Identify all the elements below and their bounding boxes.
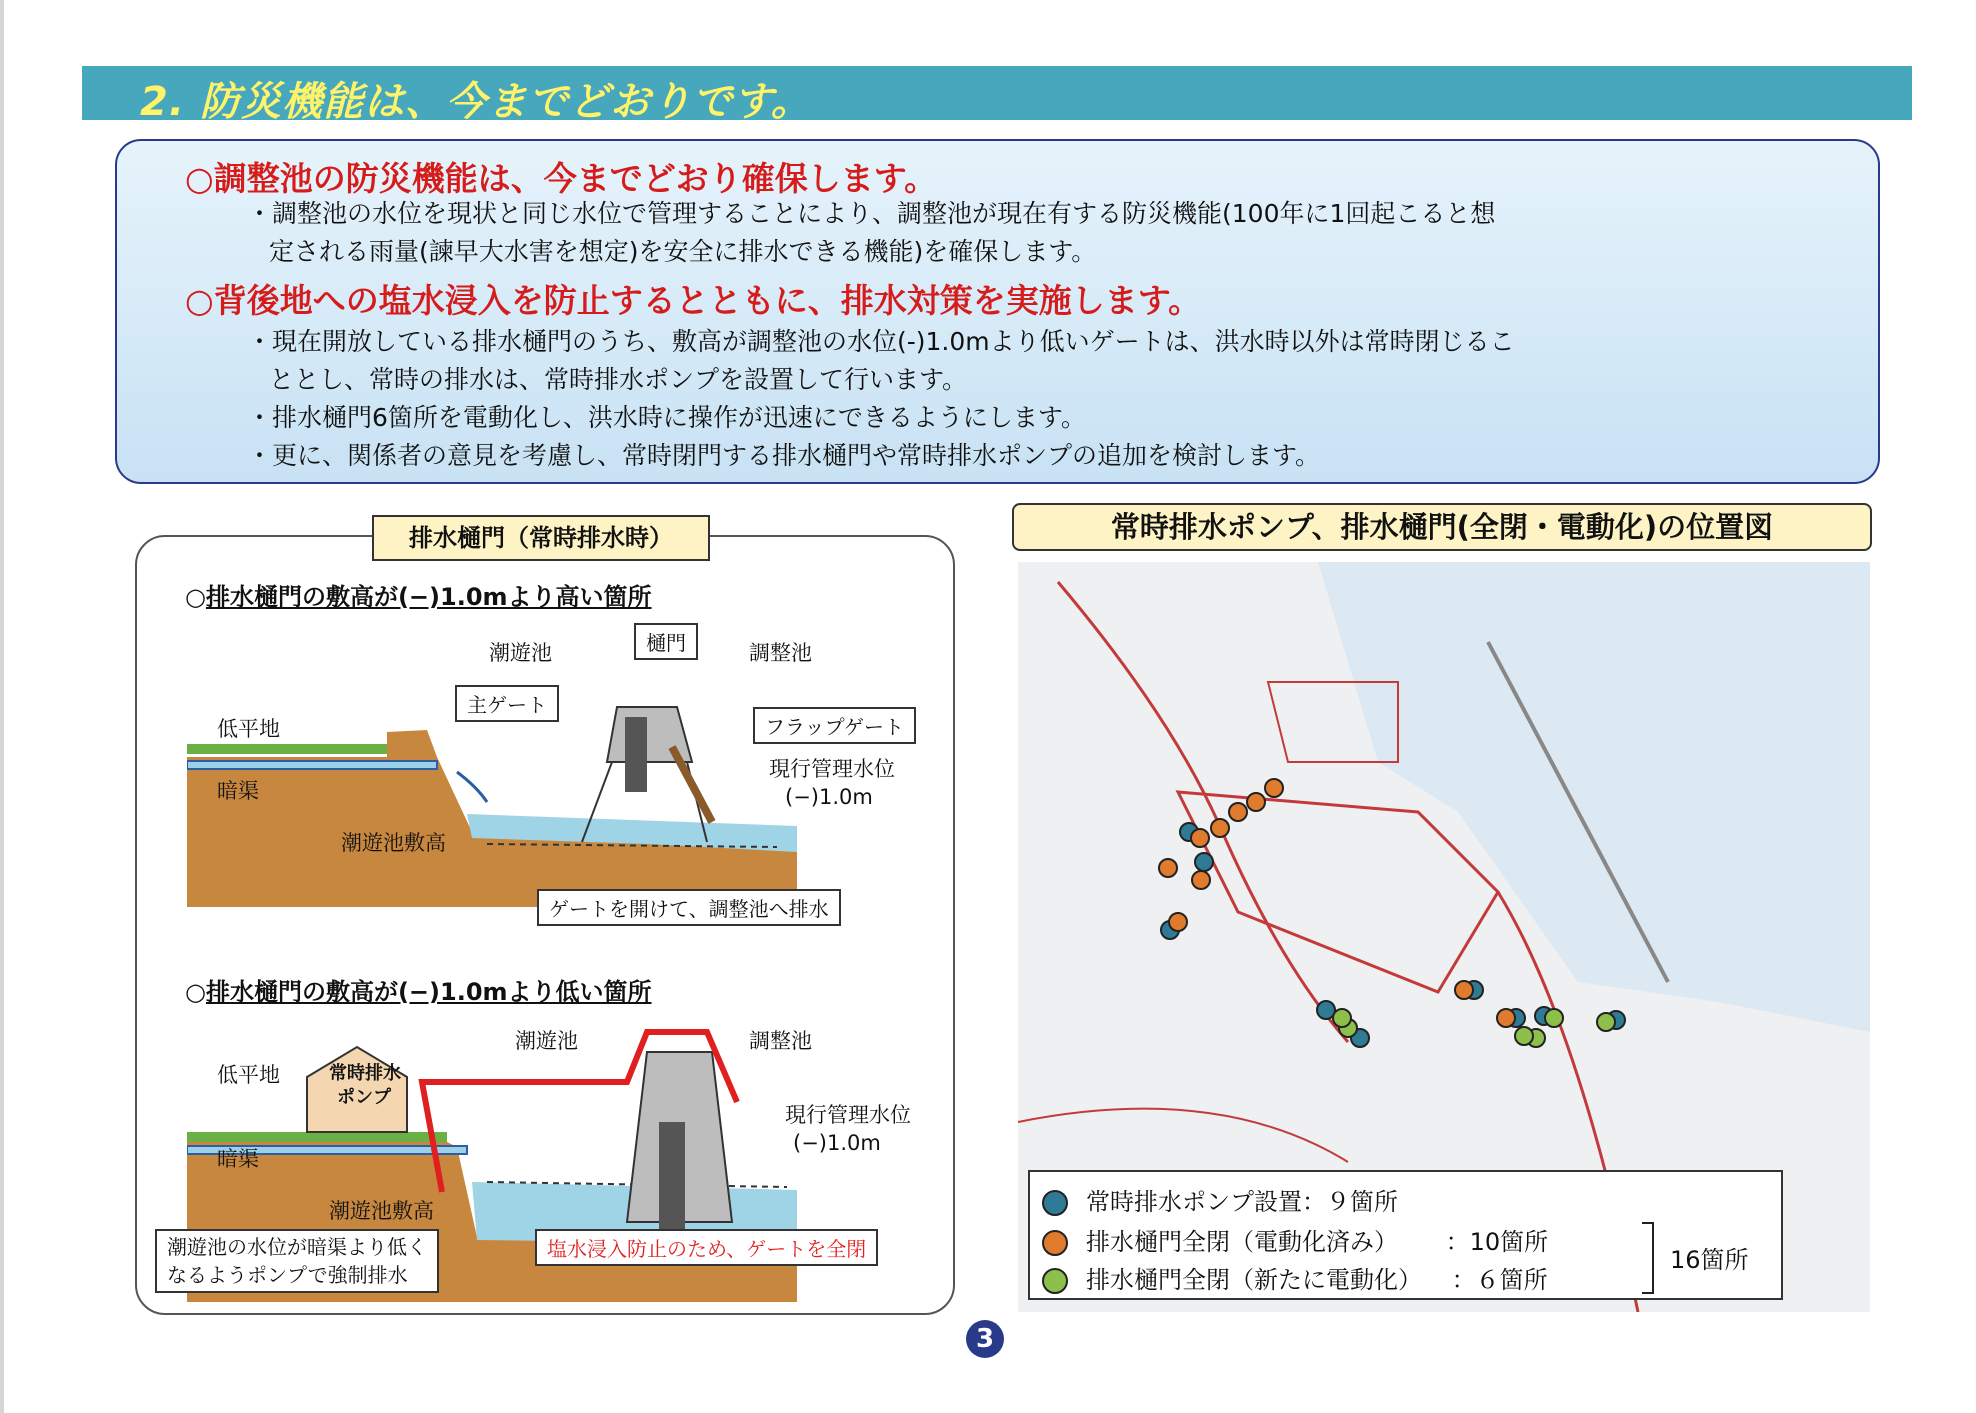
- s2-reservoir-label: 調整池: [749, 1029, 812, 1053]
- grass-strip-2: [187, 1132, 447, 1142]
- page-left-edge: [0, 0, 4, 1413]
- section2-heading: [185, 972, 652, 1007]
- gate-electrified-dot-icon: [1042, 1230, 1068, 1256]
- summary-bullet-3: ・排水樋門6箇所を電動化し、洪水時に操作が迅速にできるようにします。: [247, 403, 1086, 432]
- gate-new-marker: [1597, 1013, 1615, 1031]
- legend-total: 16箇所: [1670, 1246, 1749, 1274]
- s1-note: ゲートを開けて、調整池へ排水: [537, 889, 841, 926]
- gate-electrified-marker: [1497, 1009, 1515, 1027]
- summary-heading-1: ○調整池の防災機能は、今までどおり確保します。: [185, 159, 938, 198]
- reservoir-water: [1318, 562, 1870, 1032]
- legend-row-gate-new: [1042, 1260, 1548, 1292]
- gate-new-dot-icon: [1042, 1268, 1068, 1294]
- grass-strip: [187, 744, 387, 754]
- gate-electrified-marker: [1247, 793, 1265, 811]
- s1-pond-bottom-label: 潮遊池敷高: [341, 831, 446, 855]
- gate-electrified-marker: [1169, 913, 1187, 931]
- summary-heading-2: ○背後地への塩水浸入を防止するとともに、排水対策を実施します。: [185, 281, 1202, 320]
- road-3: [1018, 1109, 1348, 1162]
- pump-marker: [1195, 853, 1213, 871]
- discharge-arrow: [457, 772, 487, 802]
- legend-pump-label: 常時排水ポンプ設置：９箇所: [1086, 1188, 1398, 1216]
- gate-electrified-marker: [1159, 859, 1177, 877]
- section1-heading: [185, 577, 652, 612]
- s1-water-level-value: (−)1.0m: [785, 785, 873, 809]
- s2-pump-label-2: ポンプ: [337, 1087, 391, 1108]
- legend-gate-new-count: ：６箇所: [1451, 1266, 1548, 1294]
- section1-heading-prefix: ○: [185, 583, 206, 611]
- s2-water-level-value: (−)1.0m: [793, 1131, 881, 1155]
- s1-culvert-label: 暗渠: [217, 779, 259, 803]
- legend-gate-electrified-label: 排水樋門全閉（電動化済み）: [1086, 1228, 1398, 1256]
- s2-culvert-label: 暗渠: [217, 1147, 259, 1171]
- summary-bullet-2-line-2: ととし、常時の排水は、常時排水ポンプを設置して行います。: [269, 365, 968, 394]
- pump-dot-icon: [1042, 1190, 1068, 1216]
- sluice-gate-panel: [135, 524, 955, 1315]
- s1-tidal-pond-label: 潮遊池: [489, 641, 552, 665]
- s2-pond-bottom-label: 潮遊池敷高: [329, 1199, 434, 1223]
- s1-reservoir-label: 調整池: [749, 641, 812, 665]
- s1-flap-gate-label: フラップゲート: [753, 707, 916, 744]
- summary-bullet-2-line-1: ・現在開放している排水樋門のうち、敷高が調整池の水位(-)1.0mより低いゲートは、洪水時以外は常時閉じるこ: [247, 327, 1515, 356]
- legend-gate-new-label: 排水樋門全閉（新たに電動化）: [1086, 1266, 1422, 1294]
- s2-lowland-label: 低平地: [217, 1063, 280, 1087]
- s1-main-gate-label: 主ゲート: [455, 685, 559, 722]
- summary-box: [115, 139, 1880, 484]
- s2-water-level-label: 現行管理水位: [785, 1103, 911, 1127]
- gate-electrified-marker: [1191, 829, 1209, 847]
- culvert-pipe: [187, 761, 437, 769]
- gate-electrified-marker: [1265, 779, 1283, 797]
- legend-gate-electrified-count: ：10箇所: [1445, 1228, 1549, 1256]
- map-title: 常時排水ポンプ、排水樋門(全閉・電動化)の位置図: [1012, 503, 1872, 551]
- gate-new-marker: [1515, 1027, 1533, 1045]
- legend-row-pump: [1042, 1182, 1398, 1214]
- section2-heading-prefix: ○: [185, 978, 206, 1006]
- gate-new-marker: [1545, 1009, 1563, 1027]
- s1-gate-box-label: 樋門: [634, 623, 698, 660]
- gate-electrified-marker: [1229, 803, 1247, 821]
- s2-note-pump-line-2: なるようポンプで強制排水: [167, 1263, 408, 1287]
- legend-row-gate-electrified: [1042, 1222, 1548, 1254]
- section-title: 2. 防災機能は、今までどおりです。: [140, 79, 812, 125]
- page-number: 3: [966, 1320, 1004, 1358]
- summary-bullet-4: ・更に、関係者の意見を考慮し、常時閉門する排水樋門や常時排水ポンプの追加を検討します。: [247, 441, 1321, 470]
- s2-tidal-pond-label: 潮遊池: [515, 1029, 578, 1053]
- gate-new-marker: [1333, 1009, 1351, 1027]
- gate-electrified-marker: [1455, 981, 1473, 999]
- main-gate-body: [625, 717, 647, 792]
- s2-pump-label-1: 常時排水: [329, 1063, 401, 1084]
- s2-note-pump-line-1: 潮遊池の水位が暗渠より低く: [167, 1235, 427, 1259]
- legend-brace: [1642, 1222, 1654, 1294]
- summary-bullet-1-line-1: ・調整池の水位を現状と同じ水位で管理することにより、調整池が現在有する防災機能(100年に1回起こると想: [247, 199, 1496, 228]
- closed-gate-body: [659, 1122, 685, 1232]
- road-1: [1058, 582, 1348, 1042]
- map-legend: [1028, 1170, 1783, 1300]
- panel-label: 排水樋門（常時排水時）: [372, 515, 710, 561]
- section-header: [82, 66, 1912, 125]
- summary-bullet-1-line-2: 定される雨量(諫早大水害を想定)を安全に排水できる機能)を確保します。: [269, 237, 1097, 266]
- section1-heading-text: 排水樋門の敷高が(−)1.0mより高い箇所: [205, 583, 652, 611]
- s1-water-level-label: 現行管理水位: [769, 757, 895, 781]
- s2-note-gate-closed: 塩水浸入防止のため、ゲートを全閉: [535, 1229, 878, 1266]
- section2-heading-text: 排水樋門の敷高が(−)1.0mより低い箇所: [205, 978, 652, 1006]
- s2-note-pump: [155, 1229, 439, 1293]
- gate-electrified-marker: [1211, 819, 1229, 837]
- gate-electrified-marker: [1192, 871, 1210, 889]
- s1-lowland-label: 低平地: [217, 717, 280, 741]
